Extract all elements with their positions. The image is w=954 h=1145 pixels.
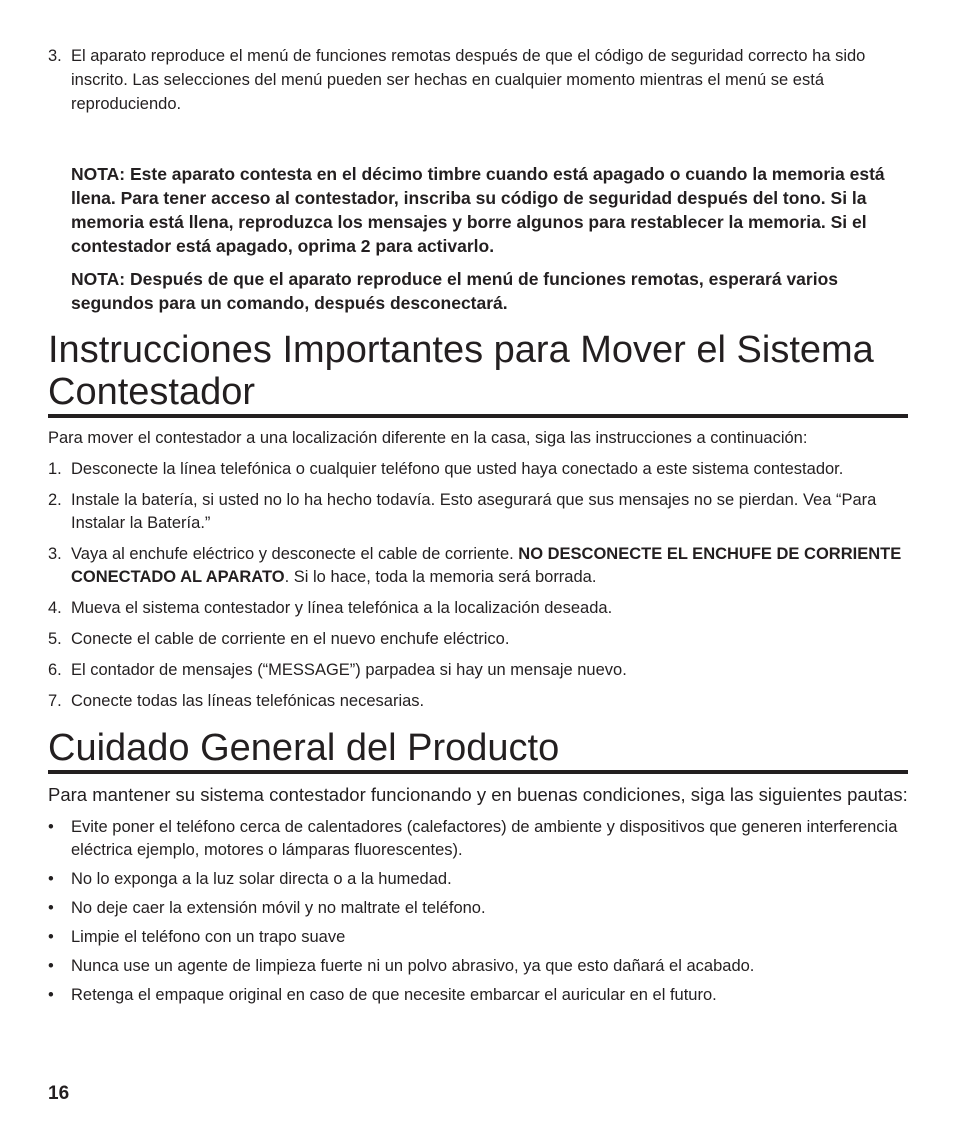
bullet-icon: • [48,899,54,917]
step-text: Instale la batería, si usted no lo ha hecho todavía. Esto asegurará que sus mensajes no se pierdan. Vea “Para Instalar la Batería.” [71,491,877,532]
list-item [48,816,908,862]
note-remote-menu: NOTA: Después de que el aparato reproduce el menú de funciones remotas, esperará varios segundos para un comando, después desconectará. [71,269,839,313]
step-number: 2. [48,491,62,509]
list-item [48,955,908,978]
bullet-text: Nunca use un agente de limpieza fuerte ni un polvo abrasivo, ya que esto dañará el acabado. [71,957,755,975]
bullet-icon: • [48,870,54,888]
list-item [48,489,908,535]
bullet-icon: • [48,928,54,946]
section-title-moving: Instrucciones Importantes para Mover el Sistema Contestador [48,329,908,418]
item-text: El aparato reproduce el menú de funciones remotas después de que el código de seguridad correcto ha sido inscrito. Las selecciones del menú pueden ser hechas en cualquier momento mientras el menú se está reproduciendo. [71,47,866,113]
list-item [48,690,908,713]
item-number: 3. [48,47,62,65]
bullet-icon: • [48,818,54,836]
step-number: 6. [48,661,62,679]
step-number: 5. [48,630,62,648]
step-text: Desconecte la línea telefónica o cualquier teléfono que usted haya conectado a este sistema contestador. [71,460,844,478]
section-intro-moving: Para mover el contestador a una localización diferente en la casa, siga las instrucciones a continuación: [48,429,808,447]
step-number: 7. [48,692,62,710]
step-text-before: Vaya al enchufe eléctrico y desconecte el cable de corriente. [71,545,519,563]
step-number: 4. [48,599,62,617]
step-text: Mueva el sistema contestador y línea telefónica a la localización deseada. [71,599,613,617]
section-title-care: Cuidado General del Producto [48,727,908,774]
list-item [48,659,908,682]
bullet-text: Evite poner el teléfono cerca de calentadores (calefactores) de ambiente y dispositivos que generen interferencia eléctrica ejemplo, motores o lámparas fluorescentes). [71,818,898,859]
bullet-icon: • [48,957,54,975]
step-text [71,543,908,589]
step-text-after: . Si lo hace, toda la memoria será borrada. [284,568,597,586]
step-warning: NO DESCONECTE EL ENCHUFE DE CORRIENTE CONECTADO AL APARATO [71,545,902,586]
moving-steps-list [48,458,908,713]
page-number: 16 [48,1083,70,1104]
list-item [48,984,908,1007]
care-bullet-list [48,816,908,1007]
list-item [48,926,908,949]
step-number: 1. [48,460,62,478]
list-item [48,543,908,589]
step-number: 3. [48,545,62,563]
list-item [48,458,908,481]
list-item [48,597,908,620]
manual-page [48,44,908,1013]
remote-menu-item [48,44,908,116]
bullet-text: No lo exponga a la luz solar directa o a la humedad. [71,870,452,888]
list-item [48,897,908,920]
step-text: Conecte el cable de corriente en el nuevo enchufe eléctrico. [71,630,510,648]
bullet-text: Limpie el teléfono con un trapo suave [71,928,346,946]
bullet-text: No deje caer la extensión móvil y no maltrate el teléfono. [71,899,486,917]
list-item [48,628,908,651]
bullet-icon: • [48,986,54,1004]
step-text: El contador de mensajes (“MESSAGE”) parpadea si hay un mensaje nuevo. [71,661,627,679]
list-item [48,868,908,891]
section-intro-care: Para mantener su sistema contestador funcionando y en buenas condiciones, siga las siguientes pautas: [48,784,908,805]
note-memory-full: NOTA: Este aparato contesta en el décimo timbre cuando está apagado o cuando la memoria está llena. Para tener acceso al contestador, inscriba su código de seguridad después del tono. Si la memoria está llena, reproduzca los mensajes y borre algunos para restablecer la memoria. Si el contestador está apagado, oprima 2 para activarlo. [71,164,885,256]
step-text: Conecte todas las líneas telefónicas necesarias. [71,692,425,710]
bullet-text: Retenga el empaque original en caso de que necesite embarcar el auricular en el futuro. [71,986,717,1004]
